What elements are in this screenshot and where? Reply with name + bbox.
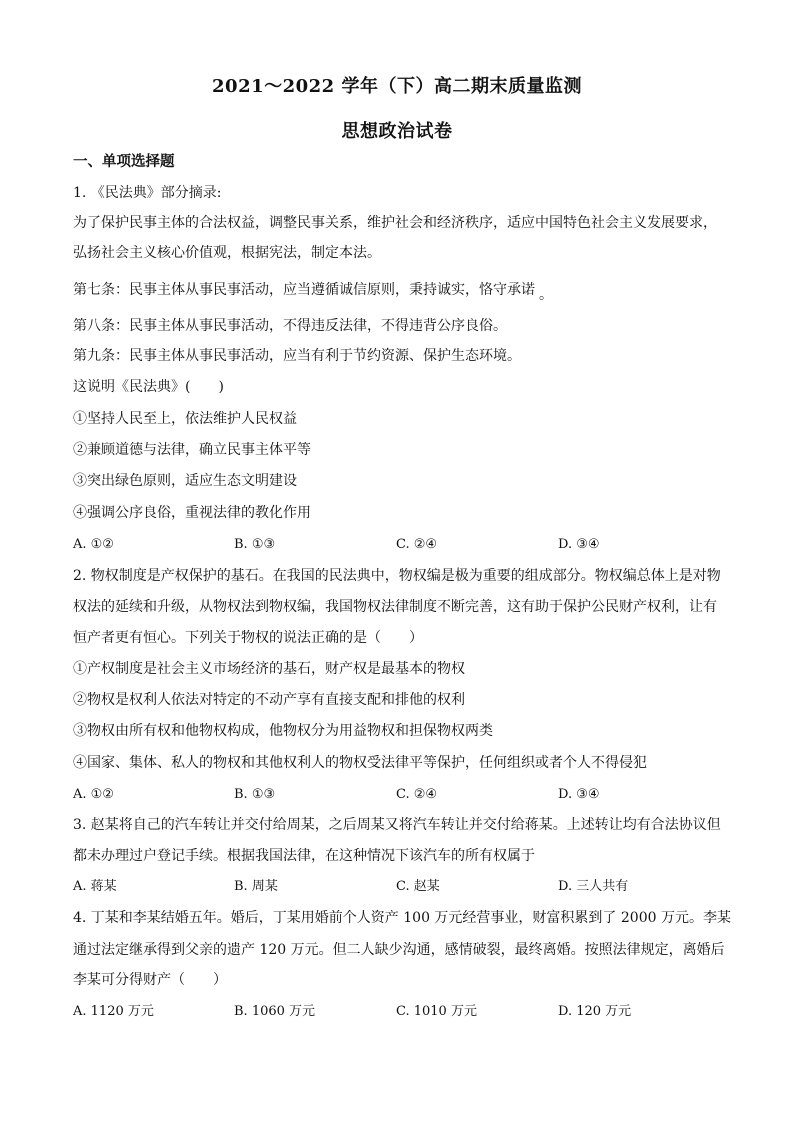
q2-option-d[interactable]: D. ③④	[558, 787, 600, 802]
q3-option-b[interactable]: B. 周某	[234, 879, 278, 894]
q2-statement-2: ②物权是权利人依法对特定的不动产享有直接支配和排他的权利	[73, 692, 465, 708]
q2-statement-3: ③物权由所有权和他物权构成，他物权分为用益物权和担保物权两类	[73, 723, 493, 739]
q4-option-b[interactable]: B. 1060 万元	[234, 1004, 316, 1019]
q1-question: 这说明《民法典》( )	[73, 379, 224, 395]
q2-statement-4: ④国家、集体、私人的物权和其他权利人的物权受法律平等保护，任何组织或者个人不得侵犯	[73, 755, 647, 771]
q4-option-a[interactable]: A. 1120 万元	[73, 1004, 154, 1019]
section-heading: 一、单项选择题	[73, 153, 175, 170]
q1-option-a[interactable]: A. ①②	[73, 537, 114, 552]
q3-option-a[interactable]: A. 蒋某	[73, 879, 117, 894]
q1-article-7	[73, 280, 553, 303]
q2-option-c[interactable]: C. ②④	[396, 787, 438, 802]
q2-option-a[interactable]: A. ①②	[73, 787, 114, 802]
q1-article-7-text: 第七条：民事主体从事民事活动，应当遵循诚信原则，秉持诚实，恪守承诺	[73, 282, 535, 298]
q4-option-d[interactable]: D. 120 万元	[558, 1004, 632, 1019]
q1-statement-3: ③突出绿色原则，适应生态文明建设	[73, 473, 297, 489]
q1-statement-1: ①坚持人民至上，依法维护人民权益	[73, 411, 297, 427]
q4-option-c[interactable]: C. 1010 万元	[396, 1004, 477, 1019]
q1-text-line: 为了保护民事主体的合法权益，调整民事关系，维护社会和经济秩序，适应中国特色社会主义发展要求，	[73, 215, 717, 231]
q1-text-line: 弘扬社会主义核心价值观，根据宪法，制定本法。	[73, 245, 381, 261]
q1-stem: 1. 《民法典》部分摘录:	[73, 185, 222, 201]
q3-stem: 3. 赵某将自己的汽车转让并交付给周某，之后周某又将汽车转让并交付给蒋某。上述转让均有合法协议但	[73, 817, 721, 833]
q2-stem: 2. 物权制度是产权保护的基石。在我国的民法典中，物权编是极为重要的组成部分。物权编总体上是对物	[73, 568, 721, 584]
q2-text-line: 权法的延续和升级，从物权法到物权编，我国物权法律制度不断完善，这有助于保护公民财产权利，让有	[73, 599, 717, 615]
q4-text-line: 通过法定继承得到父亲的遗产 120 万元。但二人缺少沟通，感情破裂，最终离婚。按照法律规定，离婚后	[73, 942, 725, 958]
q2-option-b[interactable]: B. ①③	[234, 787, 276, 802]
q2-statement-1: ①产权制度是社会主义市场经济的基石，财产权是最基本的物权	[73, 661, 465, 677]
q3-option-d[interactable]: D. 三人共有	[558, 879, 629, 894]
q1-option-b[interactable]: B. ①③	[234, 537, 276, 552]
q3-question: 都未办理过户登记手续。根据我国法律，在这种情况下该汽车的所有权属于	[73, 848, 535, 864]
q1-option-d[interactable]: D. ③④	[558, 537, 600, 552]
exam-subtitle: 思想政治试卷	[341, 121, 453, 142]
q4-stem: 4. 丁某和李某结婚五年。婚后，丁某用婚前个人资产 100 万元经营事业，财富积累到了 2000 万元。李某	[73, 910, 731, 926]
q1-statement-4: ④强调公序良俗，重视法律的教化作用	[73, 505, 311, 521]
q2-question: 恒产者更有恒心。下列关于物权的说法正确的是（ ）	[73, 630, 423, 646]
q1-statement-2: ②兼顾道德与法律，确立民事主体平等	[73, 442, 311, 458]
q1-article-8: 第八条：民事主体从事民事活动，不得违反法律，不得违背公序良俗。	[73, 318, 507, 334]
q1-article-9: 第九条：民事主体从事民事活动，应当有利于节约资源、保护生态环境。	[73, 348, 521, 364]
q4-question: 李某可分得财产（ ）	[73, 972, 227, 988]
q3-option-c[interactable]: C. 赵某	[396, 879, 440, 894]
q1-article-7-period: 。	[539, 287, 553, 303]
exam-title: 2021～2022 学年（下）高二期末质量监测	[212, 76, 582, 97]
q1-option-c[interactable]: C. ②④	[396, 537, 438, 552]
